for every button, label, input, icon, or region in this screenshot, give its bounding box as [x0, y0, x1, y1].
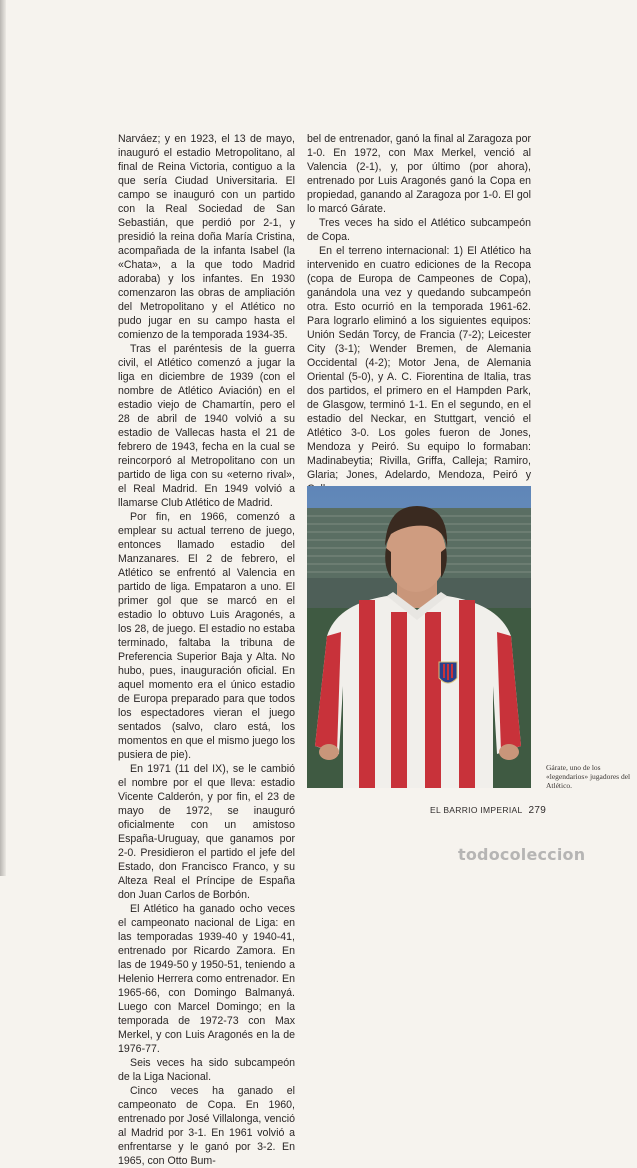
paragraph: Narváez; y en 1923, el 13 de mayo, inauguró el estadio Metropolitano, al final de Reina Victoria, contiguo a la que sería Ciudad Universitaria. El campo se inauguró con un partido con la Real Sociedad de San Sebastián, que perdió por 2-1, y presidió la reina doña María Cristina, acompañada de la infanta Isabel (la «Chata», a la que todo Madrid adoraba) y los infantes. En 1930 comenzaron las obras de ampliación del Metropolitano y el Atlético no pudo jugar en su campo hasta el comienzo de la temporada 1934-35. [118, 133, 295, 341]
paragraph: En el terreno internacional: 1) El Atlético ha intervenido en cuatro ediciones de la Recopa (copa de Europa de Campeones de Copa), ganándola una vez y quedando subcampeón otra. Esto ocurrió en la temporada 1961-62. Para lograrlo eliminó a los siguientes equipos: Unión Sedán Torcy, de Francia (7-2); Leicester City (3-1); Wender Bremen, de Alemania Occidental (4-2); Motor Jena, de Alemania Oriental (5-0), y A. C. Fiorentina de Italia, tras dos partidos, el primero en el Hampden Park, de Glasgow, terminó 1-1. En el segundo, en el estadio del Neckar, en Stuttgart, venció el Atlético 3-0. Los goles fueron de Jones, Mendoza y Peiró. Su equipo lo formaban: Madinabeytia; Rivilla, Griffa, Calleja; Ramiro, Glaria; Jones, Adelardo, Mendoza, Peiró y [307, 245, 531, 481]
paragraph: Seis veces ha sido subcampeón de la Liga Nacional. [118, 1057, 295, 1083]
paragraph: Cinco veces ha ganado el campeonato de Copa. En 1960, entrenado por José Villalonga, venció al Madrid por 3-1. En 1961 volvió a enfrentarse y le ganó por 3-2. En 1965, con Otto Bum- [118, 1085, 295, 1167]
player-photo [307, 486, 531, 788]
paragraph: El Atlético ha ganado ocho veces el campeonato nacional de Liga: en las temporadas 1939-40 y 1940-41, entrenado por Ricardo Zamora. En las de 1949-50 y 1950-51, teniendo a Helenio Herrera como entrenador. En 1965-66, con Domingo Balmanyá. Luego con Marcel Domingo; en la temporada de 1972-73 con Max Merkel, y con Luis Aragonés en la de 1976-77. [118, 903, 295, 1055]
page-footer [430, 805, 546, 816]
paragraph: Tres veces ha sido el Atlético subcampeón de Copa. [307, 217, 531, 243]
paragraph: bel de entrenador, ganó la final al Zaragoza por 1-0. En 1972, con Max Merkel, venció al Valencia (2-1), y, por último (por ahora), entrenado por Luis Aragonés ganó la Copa en propiedad, ganando al Zaragoza por 1-0. El gol lo marcó Gárate. [307, 133, 531, 215]
watermark: todocoleccion [458, 845, 586, 864]
article-column-left [118, 132, 295, 1168]
photo-caption: Gárate, uno de los «legendarios» jugadores del Atlético. [546, 763, 631, 790]
player-photo-illustration [307, 486, 531, 788]
page-number: 279 [528, 805, 547, 816]
paragraph: Tras el paréntesis de la guerra civil, el Atlético comenzó a jugar la liga en diciembre de 1939 (con el nombre de Atlético Aviación) en el estadio viejo de Chamartín, pero el 28 de abril de 1940 volvió a su estadio de Vallecas hasta el 21 de febrero de 1943, fecha en la cual se reincorporó al Metropolitano con un partido de liga con su «eterno rival», el Real Madrid. En 1949 volvió a llamarse Club Atlético de Madrid. [118, 343, 295, 509]
paragraph: En 1971 (11 del IX), se le cambió el nombre por el que lleva: estadio Vicente Calderón, y por fin, el 23 de mayo de 1972, se inauguró oficialmente con un amistoso España-Uruguay, que ganamos por 2-0. Presidieron el partido el jefe del Estado, don Francisco Franco, y su Alteza Real el Príncipe de España don Juan Carlos de Borbón. [118, 763, 295, 901]
page-edge-shadow [0, 0, 6, 876]
paragraph: Por fin, en 1966, comenzó a emplear su actual terreno de juego, entonces llamado estadio del Manzanares. El 2 de febrero, el Atlético se enfrentó al Valencia en partido de liga. Empataron a uno. El primer gol que se marcó en el estadio lo obtuvo Luis Aragonés, a los 28, de juego. El estadio no estaba terminado, faltaba la tribuna de Preferencia Superior Baja y Alta. No hubo, pues, inauguración oficial. En aquel momento era el único estadio de Europa preparado para que todos los espectadores vieran el juego sentados (salvo, claro está, los momentos en que el mismo juego los pusiera de pie). [118, 511, 295, 761]
running-footer-title: EL BARRIO IMPERIAL [430, 805, 523, 815]
